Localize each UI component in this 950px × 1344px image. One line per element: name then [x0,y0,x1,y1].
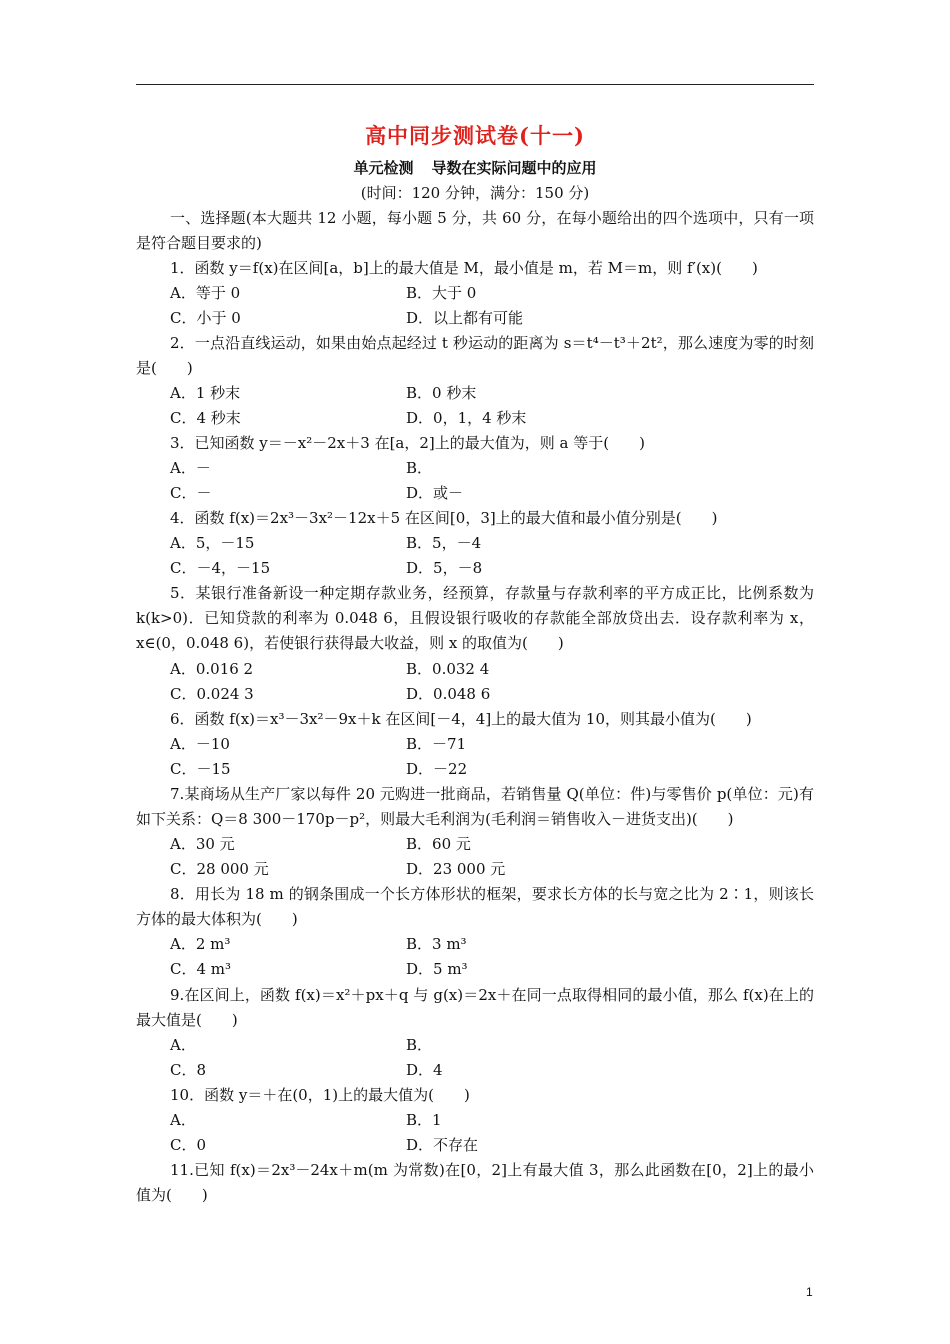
question-6-stem: 6．函数 f(x)＝x³－3x²－9x＋k 在区间[－4，4]上的最大值为 10，则其最小值为( ) [170,710,752,728]
option: B．大于 0 [406,284,477,302]
question-3-options-row1 [170,456,810,481]
option: D．以上都有可能 [406,309,524,327]
option: C．4 m³ [170,960,232,978]
unit-label: 单元检测 [353,159,414,177]
question-4-options-row2 [170,556,810,581]
option: C．4 秒末 [170,409,241,427]
option: B．－71 [406,735,467,753]
question-5-stem: 5．某银行准备新设一种定期存款业务，经预算，存款量与存款利率的平方成正比，比例系数为 k(k>0)．已知贷款的利率为 0.048 6，且假设银行吸收的存款能全部放贷出去．设存款利率为 x，x∈(0，0.048 6)，若使银行获得最大收益，则 x 的取值为( ) [136,584,814,652]
question-1-stem: 1．函数 y＝f(x)在区间[a，b]上的最大值是 M，最小值是 m，若 M＝m，则 f′(x)( ) [170,259,758,277]
question-8-options-row2 [170,957,810,982]
question-1-options-row1 [170,281,810,306]
question-5-options-row2 [170,682,810,707]
option: D．－22 [406,760,468,778]
option: C．小于 0 [170,309,241,327]
option: B． [406,1036,433,1054]
option: B．3 m³ [406,935,467,953]
question-3-options-row2 [170,481,810,506]
option: C．－15 [170,760,231,778]
option: A．30 元 [170,835,235,853]
header-rule [136,84,814,85]
question-9-stem: 9.在区间上，函数 f(x)＝x²＋px＋q 与 g(x)＝2x＋在同一点取得相同的最小值，那么 f(x)在上的最大值是( ) [136,986,814,1029]
question-9-options-row1 [170,1033,810,1058]
option: D．5 m³ [406,960,468,978]
question-5-options-row1 [170,657,810,682]
question-4-options-row1 [170,531,810,556]
question-2-options-row2 [170,406,810,431]
option: A．－ [170,459,211,477]
question-3-stem: 3．已知函数 y＝－x²－2x＋3 在[a，2]上的最大值为，则 a 等于( ) [170,434,645,452]
option: D．不存在 [406,1136,479,1154]
option: C．0.024 3 [170,685,254,703]
option: B． [406,459,433,477]
question-1-options-row2 [170,306,810,331]
option: A．5，－15 [170,534,255,552]
question-6-options-row1 [170,732,810,757]
question-7-options-row1 [170,832,810,857]
option: B．1 [406,1111,442,1129]
subtitle [0,157,950,178]
option: C．－4，－15 [170,559,271,577]
option: D．5，－8 [406,559,483,577]
option: C．0 [170,1136,207,1154]
option: C．28 000 元 [170,860,269,878]
option: D．0.048 6 [406,685,491,703]
option: A．等于 0 [170,284,241,302]
option: D．0，1，4 秒末 [406,409,527,427]
question-8-stem: 8．用长为 18 m 的钢条围成一个长方体形状的框架，要求长方体的长与宽之比为 2∶1，则该长方体的最大体积为( ) [136,885,814,928]
time-info: (时间：120 分钟，满分：150 分) [360,184,590,202]
option: B．0 秒末 [406,384,477,402]
option: A．2 m³ [170,935,231,953]
topic-label: 导数在实际问题中的应用 [431,159,597,177]
option: A．0.016 2 [170,660,254,678]
question-10-options-row2 [170,1133,810,1158]
option: A． [170,1111,196,1129]
question-9-options-row2 [170,1058,810,1083]
question-8-options-row1 [170,932,810,957]
question-7-options-row2 [170,857,810,882]
option: A． [170,1036,196,1054]
question-10-stem: 10．函数 y＝＋在(0，1)上的最大值为( ) [170,1086,470,1104]
option: C．8 [170,1061,207,1079]
option: A．1 秒末 [170,384,241,402]
option: A．－10 [170,735,230,753]
question-6-options-row2 [170,757,810,782]
question-11-stem: 11.已知 f(x)＝2x³－24x＋m(m 为常数)在[0，2]上有最大值 3，那么此函数在[0，2]上的最小值为( ) [136,1161,814,1204]
option: D．或－ [406,484,464,502]
option: C．－ [170,484,212,502]
page-title: 高中同步测试卷(十一) [365,123,585,148]
question-2-options-row1 [170,381,810,406]
option: B．0.032 4 [406,660,490,678]
question-10-options-row1 [170,1108,810,1133]
page-number: 1 [806,1285,813,1299]
option: D．23 000 元 [406,860,506,878]
option: D．4 [406,1061,443,1079]
question-7-stem: 7.某商场从生产厂家以每件 20 元购进一批商品，若销售量 Q(单位：件)与零售价 p(单位：元)有如下关系：Q＝8 300－170p－p²，则最大毛利润为(毛利润＝销售收入－进货支出)( ) [136,785,814,828]
question-4-stem: 4．函数 f(x)＝2x³－3x²－12x＋5 在区间[0，3]上的最大值和最小值分别是( ) [170,509,718,527]
option: B．60 元 [406,835,471,853]
section-intro: 一、选择题(本大题共 12 小题，每小题 5 分，共 60 分，在每小题给出的四个选项中，只有一项是符合题目要求的) [136,209,814,252]
option: B．5，－4 [406,534,482,552]
question-2-stem: 2．一点沿直线运动，如果由始点起经过 t 秒运动的距离为 s＝t⁴－t³＋2t²，那么速度为零的时刻是( ) [136,334,814,377]
